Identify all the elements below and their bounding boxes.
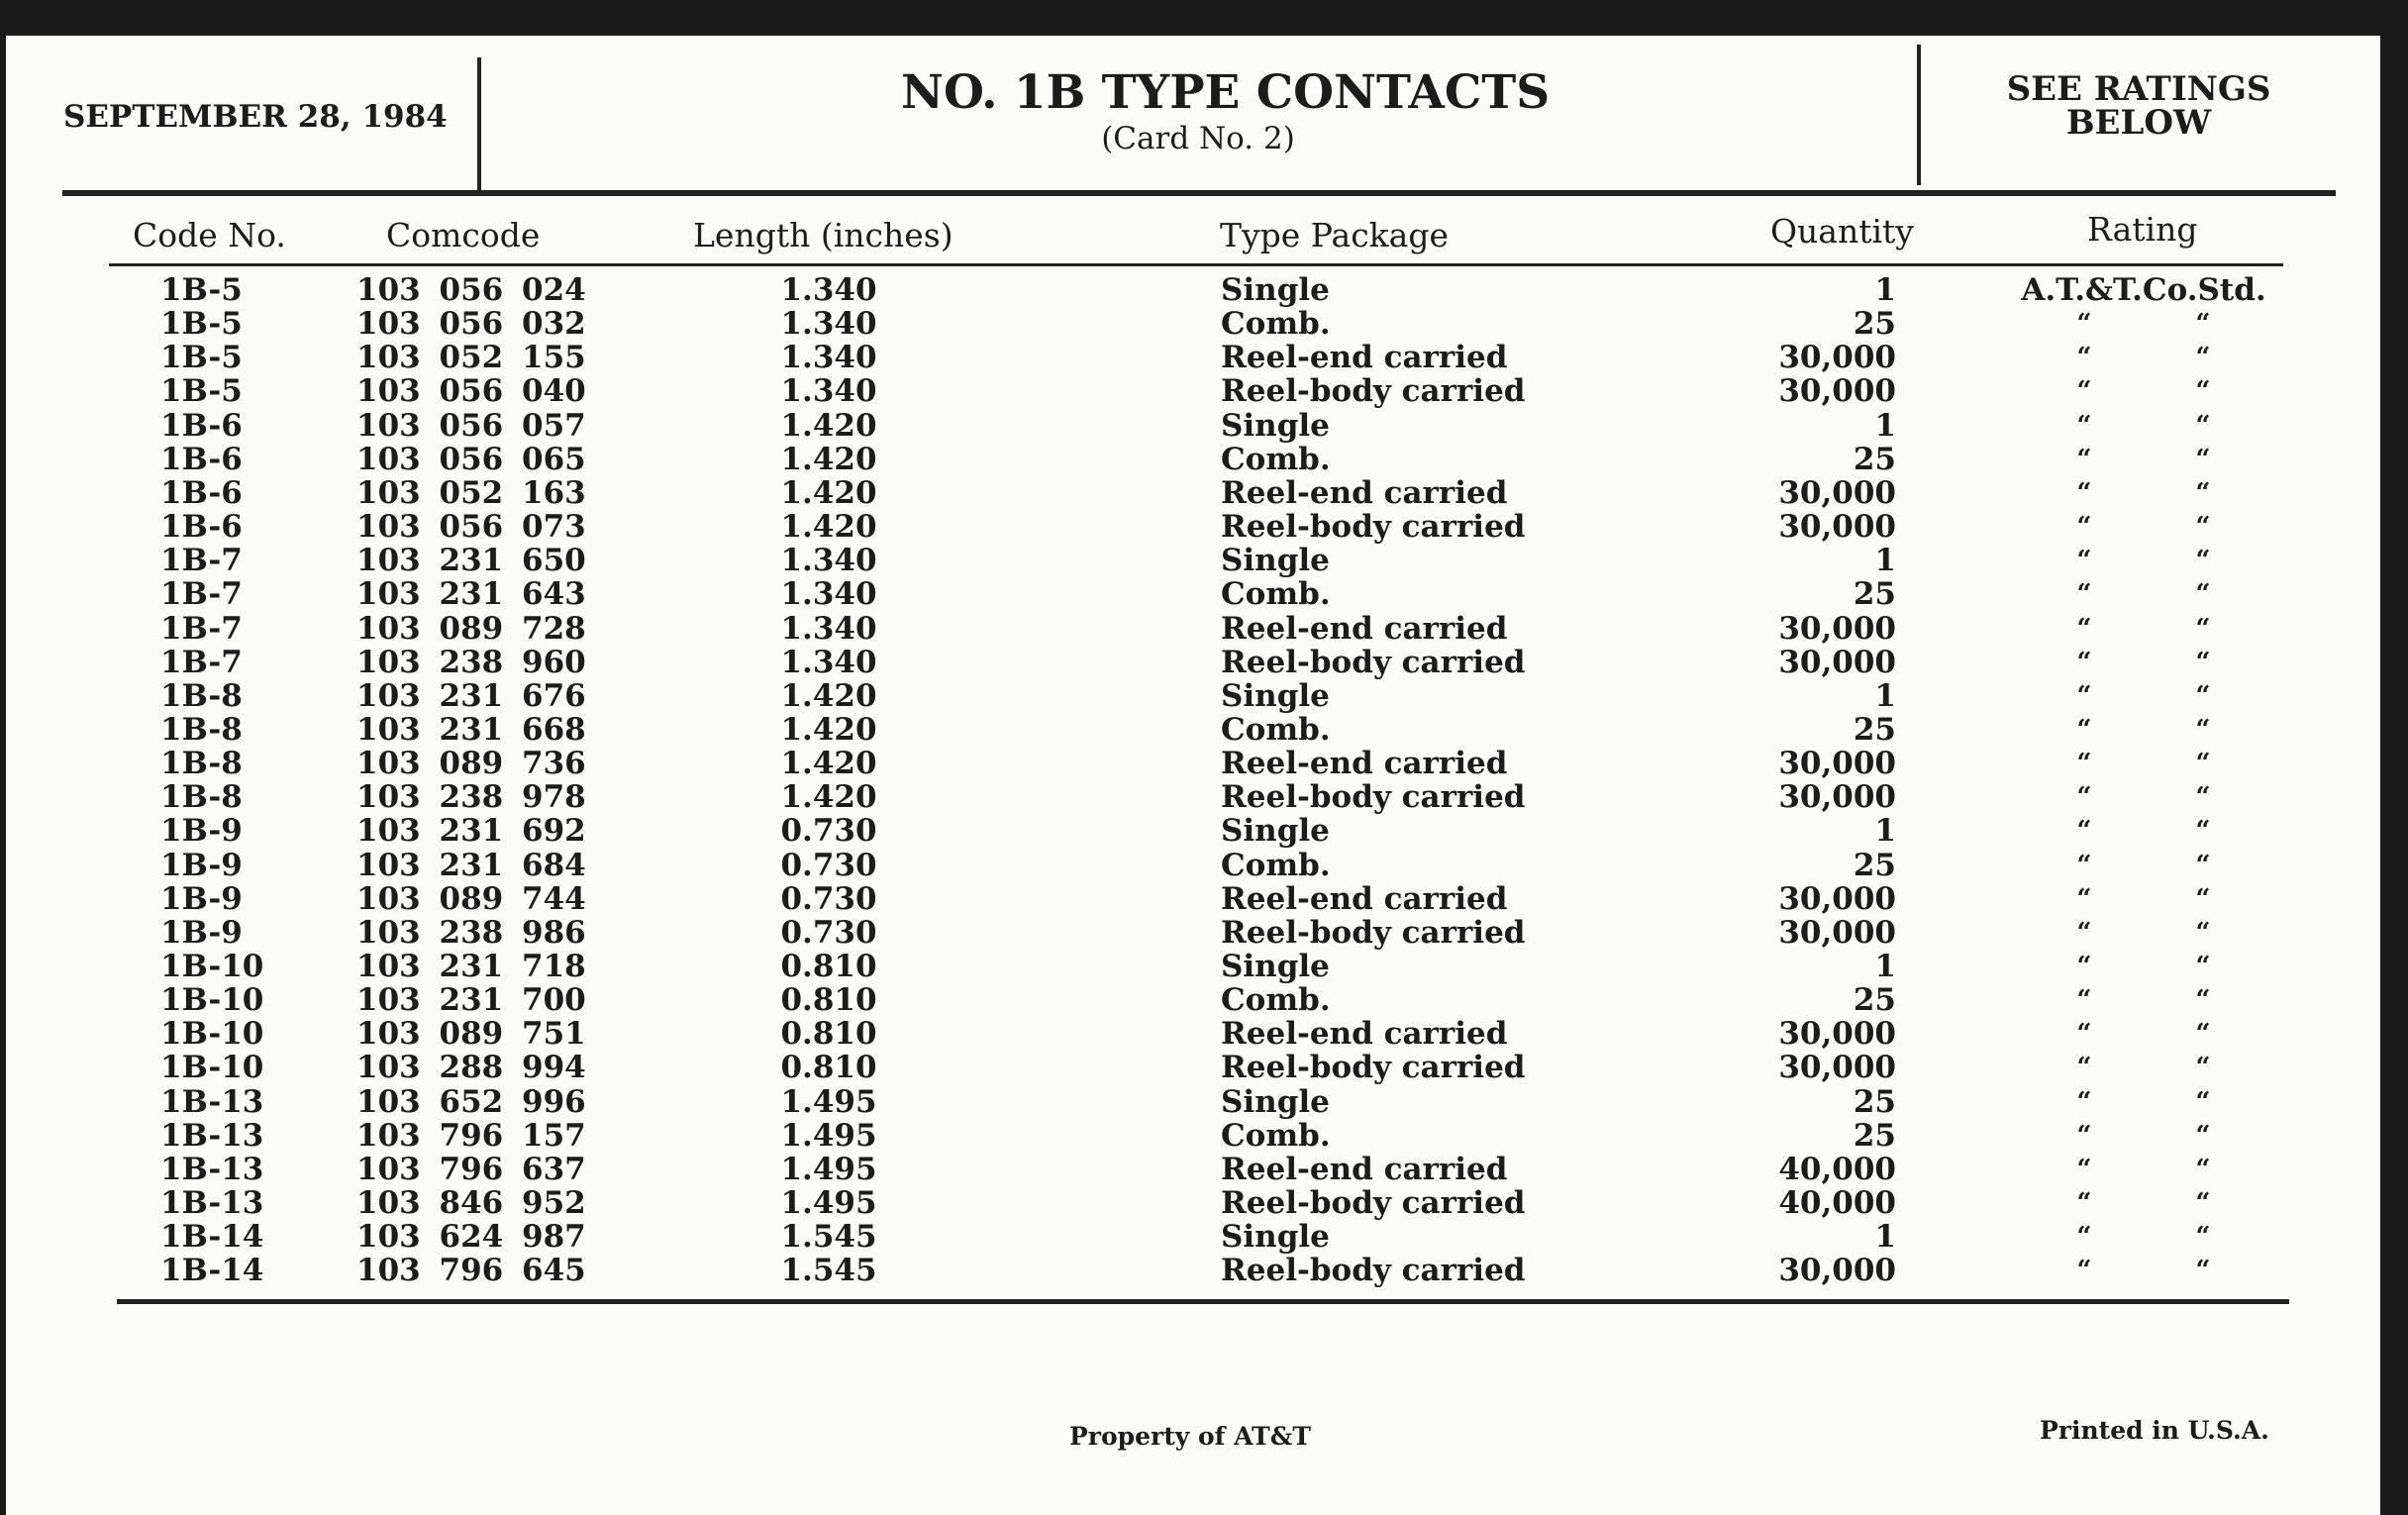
cell-code-no: 1B-9 bbox=[160, 880, 243, 917]
cell-length: 0.730 bbox=[780, 914, 877, 951]
cell-comcode: 103 089 728 bbox=[356, 610, 586, 647]
cell-quantity: 30,000 bbox=[1778, 880, 1896, 917]
cell-rating: “ “ bbox=[2076, 1053, 2211, 1083]
cell-comcode: 103 056 040 bbox=[356, 373, 586, 410]
cell-comcode: 103 238 986 bbox=[356, 914, 586, 951]
cell-type-package: Single bbox=[1221, 1219, 1330, 1256]
ratings-note-line1: SEE RATINGS bbox=[2006, 69, 2271, 109]
cell-type-package: Comb. bbox=[1221, 982, 1331, 1019]
cell-comcode: 103 089 751 bbox=[356, 1016, 586, 1053]
cell-type-package: Single bbox=[1221, 949, 1330, 984]
cell-quantity: 40,000 bbox=[1778, 1151, 1896, 1187]
column-header-comcode: Comcode bbox=[386, 216, 541, 254]
table-row bbox=[0, 1017, 2408, 1051]
cell-code-no: 1B-5 bbox=[160, 306, 243, 343]
cell-rating: “ “ bbox=[2076, 850, 2211, 880]
cell-length: 0.810 bbox=[780, 949, 877, 984]
cell-code-no: 1B-10 bbox=[160, 1050, 264, 1086]
cell-length: 1.495 bbox=[780, 1083, 877, 1120]
cell-code-no: 1B-8 bbox=[160, 746, 243, 782]
cell-code-no: 1B-10 bbox=[160, 1016, 264, 1053]
cell-type-package: Reel-end carried bbox=[1221, 880, 1508, 917]
cell-code-no: 1B-10 bbox=[160, 982, 264, 1019]
table-row bbox=[0, 747, 2408, 780]
table-row bbox=[0, 443, 2408, 476]
table-row bbox=[0, 544, 2408, 577]
cell-code-no: 1B-10 bbox=[160, 949, 264, 984]
cell-length: 1.420 bbox=[780, 407, 877, 444]
footer-printed: Printed in U.S.A. bbox=[2040, 1416, 2269, 1445]
header-divider-right bbox=[1917, 45, 1921, 185]
cell-rating: “ “ bbox=[2076, 985, 2211, 1016]
table-row bbox=[0, 612, 2408, 646]
table-row bbox=[0, 1119, 2408, 1153]
cell-code-no: 1B-7 bbox=[160, 543, 243, 579]
table-row bbox=[0, 882, 2408, 916]
table-row bbox=[0, 1254, 2408, 1287]
cell-length: 1.420 bbox=[780, 746, 877, 782]
cell-rating: “ “ bbox=[2076, 1019, 2211, 1050]
column-header-type-package: Type Package bbox=[1220, 216, 1449, 254]
cell-length: 1.340 bbox=[780, 373, 877, 410]
cell-quantity: 1 bbox=[1874, 813, 1896, 850]
card-subtitle: (Card No. 2) bbox=[1101, 121, 1295, 156]
ratings-note-line2: BELOW bbox=[2065, 103, 2212, 143]
cell-code-no: 1B-13 bbox=[160, 1151, 264, 1187]
cell-comcode: 103 238 978 bbox=[356, 779, 586, 816]
cell-length: 1.340 bbox=[780, 644, 877, 680]
cell-length: 1.420 bbox=[780, 779, 877, 816]
cell-length: 1.495 bbox=[780, 1117, 877, 1154]
cell-rating: “ “ bbox=[2076, 309, 2211, 340]
cell-comcode: 103 056 073 bbox=[356, 509, 586, 546]
column-header-rule bbox=[109, 263, 2283, 266]
cell-type-package: Comb. bbox=[1221, 1117, 1331, 1154]
cell-code-no: 1B-9 bbox=[160, 813, 243, 850]
cell-length: 0.810 bbox=[780, 982, 877, 1019]
cell-comcode: 103 238 960 bbox=[356, 644, 586, 680]
cell-rating: A.T.&T.Co.Std. bbox=[2021, 272, 2266, 308]
cell-code-no: 1B-6 bbox=[160, 509, 243, 546]
table-row bbox=[0, 307, 2408, 341]
cell-quantity: 1 bbox=[1874, 677, 1896, 714]
cell-quantity: 30,000 bbox=[1778, 610, 1896, 647]
cell-rating: “ “ bbox=[2076, 410, 2211, 441]
cell-rating: “ “ bbox=[2076, 444, 2211, 474]
cell-quantity: 25 bbox=[1853, 441, 1896, 477]
cell-quantity: 30,000 bbox=[1778, 644, 1896, 680]
cell-comcode: 103 796 157 bbox=[356, 1117, 586, 1154]
cell-code-no: 1B-13 bbox=[160, 1083, 264, 1120]
cell-length: 1.340 bbox=[780, 306, 877, 343]
table-row bbox=[0, 577, 2408, 611]
cell-quantity: 1 bbox=[1874, 272, 1896, 308]
cell-rating: “ “ bbox=[2076, 477, 2211, 508]
cell-length: 0.730 bbox=[780, 880, 877, 917]
cell-comcode: 103 231 700 bbox=[356, 982, 586, 1019]
cell-comcode: 103 231 718 bbox=[356, 949, 586, 984]
column-header-code: Code No. bbox=[133, 216, 286, 254]
cell-length: 1.420 bbox=[780, 509, 877, 546]
cell-type-package: Single bbox=[1221, 407, 1330, 444]
table-row bbox=[0, 1085, 2408, 1119]
table-row bbox=[0, 476, 2408, 510]
cell-type-package: Reel-body carried bbox=[1221, 1050, 1526, 1086]
cell-type-package: Reel-end carried bbox=[1221, 1151, 1508, 1187]
table-row bbox=[0, 814, 2408, 848]
cell-type-package: Single bbox=[1221, 1083, 1330, 1120]
cell-comcode: 103 089 736 bbox=[356, 746, 586, 782]
cell-code-no: 1B-5 bbox=[160, 340, 243, 376]
cell-length: 1.340 bbox=[780, 610, 877, 647]
cell-type-package: Comb. bbox=[1221, 306, 1331, 343]
cell-rating: “ “ bbox=[2076, 680, 2211, 711]
cell-quantity: 25 bbox=[1853, 982, 1896, 1019]
table-row bbox=[0, 273, 2408, 307]
table-row bbox=[0, 916, 2408, 950]
cell-length: 0.730 bbox=[780, 813, 877, 850]
cell-rating: “ “ bbox=[2076, 749, 2211, 779]
cell-rating: “ “ bbox=[2076, 343, 2211, 373]
cell-length: 1.340 bbox=[780, 543, 877, 579]
cell-type-package: Single bbox=[1221, 543, 1330, 579]
card-title: NO. 1B TYPE CONTACTS bbox=[901, 65, 1551, 120]
cell-length: 1.420 bbox=[780, 677, 877, 714]
cell-comcode: 103 056 032 bbox=[356, 306, 586, 343]
cell-length: 1.420 bbox=[780, 711, 877, 748]
cell-quantity: 40,000 bbox=[1778, 1185, 1896, 1222]
column-header-quantity: Quantity bbox=[1770, 212, 1914, 251]
cell-type-package: Comb. bbox=[1221, 576, 1331, 613]
cell-quantity: 25 bbox=[1853, 576, 1896, 613]
cell-quantity: 30,000 bbox=[1778, 914, 1896, 951]
table-bottom-rule bbox=[117, 1299, 2289, 1304]
cell-quantity: 25 bbox=[1853, 1083, 1896, 1120]
cell-type-package: Comb. bbox=[1221, 847, 1331, 883]
cell-type-package: Reel-body carried bbox=[1221, 509, 1526, 546]
cell-type-package: Reel-body carried bbox=[1221, 914, 1526, 951]
cell-quantity: 1 bbox=[1874, 1219, 1896, 1256]
cell-rating: “ “ bbox=[2076, 512, 2211, 543]
cell-rating: “ “ bbox=[2076, 917, 2211, 948]
cell-quantity: 30,000 bbox=[1778, 779, 1896, 816]
table-row bbox=[0, 1051, 2408, 1084]
table-row bbox=[0, 950, 2408, 983]
cell-quantity: 1 bbox=[1874, 949, 1896, 984]
cell-code-no: 1B-6 bbox=[160, 441, 243, 477]
table-row bbox=[0, 409, 2408, 443]
cell-type-package: Single bbox=[1221, 272, 1330, 308]
table-row bbox=[0, 713, 2408, 747]
table-row bbox=[0, 646, 2408, 679]
cell-code-no: 1B-9 bbox=[160, 847, 243, 883]
cell-type-package: Reel-body carried bbox=[1221, 373, 1526, 410]
column-header-length: Length (inches) bbox=[693, 216, 953, 254]
cell-comcode: 103 231 650 bbox=[356, 543, 586, 579]
cell-quantity: 25 bbox=[1853, 306, 1896, 343]
cell-code-no: 1B-14 bbox=[160, 1253, 264, 1289]
cell-code-no: 1B-6 bbox=[160, 407, 243, 444]
cell-quantity: 1 bbox=[1874, 407, 1896, 444]
cell-comcode: 103 624 987 bbox=[356, 1219, 586, 1256]
cell-rating: “ “ bbox=[2076, 376, 2211, 407]
cell-type-package: Reel-end carried bbox=[1221, 474, 1508, 511]
table-row bbox=[0, 510, 2408, 544]
cell-quantity: 30,000 bbox=[1778, 746, 1896, 782]
cell-rating: “ “ bbox=[2076, 1222, 2211, 1253]
cell-type-package: Reel-body carried bbox=[1221, 779, 1526, 816]
cell-comcode: 103 231 684 bbox=[356, 847, 586, 883]
cell-comcode: 103 056 057 bbox=[356, 407, 586, 444]
cell-comcode: 103 652 996 bbox=[356, 1083, 586, 1120]
cell-rating: “ “ bbox=[2076, 546, 2211, 576]
cell-quantity: 30,000 bbox=[1778, 509, 1896, 546]
cell-length: 0.810 bbox=[780, 1050, 877, 1086]
cell-comcode: 103 231 643 bbox=[356, 576, 586, 613]
cell-quantity: 1 bbox=[1874, 543, 1896, 579]
cell-length: 1.340 bbox=[780, 576, 877, 613]
cell-quantity: 30,000 bbox=[1778, 373, 1896, 410]
cell-length: 1.420 bbox=[780, 474, 877, 511]
cell-rating: “ “ bbox=[2076, 647, 2211, 677]
cell-code-no: 1B-6 bbox=[160, 474, 243, 511]
cell-code-no: 1B-9 bbox=[160, 914, 243, 951]
cell-length: 0.810 bbox=[780, 1016, 877, 1053]
table-row bbox=[0, 1186, 2408, 1220]
cell-quantity: 30,000 bbox=[1778, 1253, 1896, 1289]
cell-length: 1.545 bbox=[780, 1253, 877, 1289]
cell-quantity: 30,000 bbox=[1778, 1016, 1896, 1053]
cell-code-no: 1B-13 bbox=[160, 1117, 264, 1154]
cell-quantity: 30,000 bbox=[1778, 340, 1896, 376]
cell-comcode: 103 231 692 bbox=[356, 813, 586, 850]
cell-type-package: Reel-body carried bbox=[1221, 1185, 1526, 1222]
cell-quantity: 30,000 bbox=[1778, 1050, 1896, 1086]
cell-rating: “ “ bbox=[2076, 613, 2211, 644]
cell-type-package: Reel-end carried bbox=[1221, 746, 1508, 782]
table-row bbox=[0, 849, 2408, 882]
cell-length: 1.495 bbox=[780, 1185, 877, 1222]
cell-type-package: Reel-body carried bbox=[1221, 644, 1526, 680]
cell-rating: “ “ bbox=[2076, 816, 2211, 847]
cell-rating: “ “ bbox=[2076, 1086, 2211, 1117]
cell-type-package: Comb. bbox=[1221, 711, 1331, 748]
cell-code-no: 1B-7 bbox=[160, 644, 243, 680]
cell-rating: “ “ bbox=[2076, 883, 2211, 914]
cell-comcode: 103 089 744 bbox=[356, 880, 586, 917]
cell-comcode: 103 231 676 bbox=[356, 677, 586, 714]
cell-rating: “ “ bbox=[2076, 782, 2211, 813]
column-header-rating: Rating bbox=[2087, 210, 2198, 249]
cell-quantity: 25 bbox=[1853, 847, 1896, 883]
cell-type-package: Reel-end carried bbox=[1221, 340, 1508, 376]
cell-quantity: 25 bbox=[1853, 711, 1896, 748]
cell-type-package: Single bbox=[1221, 677, 1330, 714]
cell-code-no: 1B-13 bbox=[160, 1185, 264, 1222]
cell-rating: “ “ bbox=[2076, 714, 2211, 745]
cell-code-no: 1B-8 bbox=[160, 711, 243, 748]
cell-rating: “ “ bbox=[2076, 1120, 2211, 1151]
cell-code-no: 1B-8 bbox=[160, 677, 243, 714]
header-rule bbox=[62, 190, 2336, 196]
table-row bbox=[0, 1153, 2408, 1186]
header-divider-left bbox=[477, 57, 481, 194]
cell-type-package: Reel-end carried bbox=[1221, 1016, 1508, 1053]
cell-length: 0.730 bbox=[780, 847, 877, 883]
card-date: SEPTEMBER 28, 1984 bbox=[63, 99, 448, 135]
table-row bbox=[0, 341, 2408, 374]
cell-comcode: 103 052 155 bbox=[356, 340, 586, 376]
cell-length: 1.340 bbox=[780, 340, 877, 376]
cell-code-no: 1B-14 bbox=[160, 1219, 264, 1256]
cell-code-no: 1B-8 bbox=[160, 779, 243, 816]
cell-length: 1.340 bbox=[780, 272, 877, 308]
cell-rating: “ “ bbox=[2076, 1154, 2211, 1184]
cell-type-package: Comb. bbox=[1221, 441, 1331, 477]
cell-length: 1.495 bbox=[780, 1151, 877, 1187]
cell-code-no: 1B-5 bbox=[160, 272, 243, 308]
cell-quantity: 30,000 bbox=[1778, 474, 1896, 511]
cell-rating: “ “ bbox=[2076, 1256, 2211, 1286]
cell-comcode: 103 796 637 bbox=[356, 1151, 586, 1187]
footer-property: Property of AT&T bbox=[1069, 1422, 1311, 1451]
table-row bbox=[0, 983, 2408, 1017]
table-row bbox=[0, 679, 2408, 713]
cell-type-package: Reel-body carried bbox=[1221, 1253, 1526, 1289]
cell-length: 1.545 bbox=[780, 1219, 877, 1256]
cell-rating: “ “ bbox=[2076, 579, 2211, 610]
cell-comcode: 103 231 668 bbox=[356, 711, 586, 748]
cell-length: 1.420 bbox=[780, 441, 877, 477]
cell-code-no: 1B-7 bbox=[160, 610, 243, 647]
cell-code-no: 1B-7 bbox=[160, 576, 243, 613]
cell-quantity: 25 bbox=[1853, 1117, 1896, 1154]
cell-type-package: Single bbox=[1221, 813, 1330, 850]
cell-comcode: 103 056 024 bbox=[356, 272, 586, 308]
cell-comcode: 103 288 994 bbox=[356, 1050, 586, 1086]
table-row bbox=[0, 780, 2408, 814]
table-row bbox=[0, 1220, 2408, 1254]
cell-comcode: 103 056 065 bbox=[356, 441, 586, 477]
cell-rating: “ “ bbox=[2076, 1188, 2211, 1219]
cell-rating: “ “ bbox=[2076, 952, 2211, 981]
table-row bbox=[0, 374, 2408, 408]
cell-comcode: 103 796 645 bbox=[356, 1253, 586, 1289]
cell-comcode: 103 846 952 bbox=[356, 1185, 586, 1222]
cell-type-package: Reel-end carried bbox=[1221, 610, 1508, 647]
cell-code-no: 1B-5 bbox=[160, 373, 243, 410]
cell-comcode: 103 052 163 bbox=[356, 474, 586, 511]
